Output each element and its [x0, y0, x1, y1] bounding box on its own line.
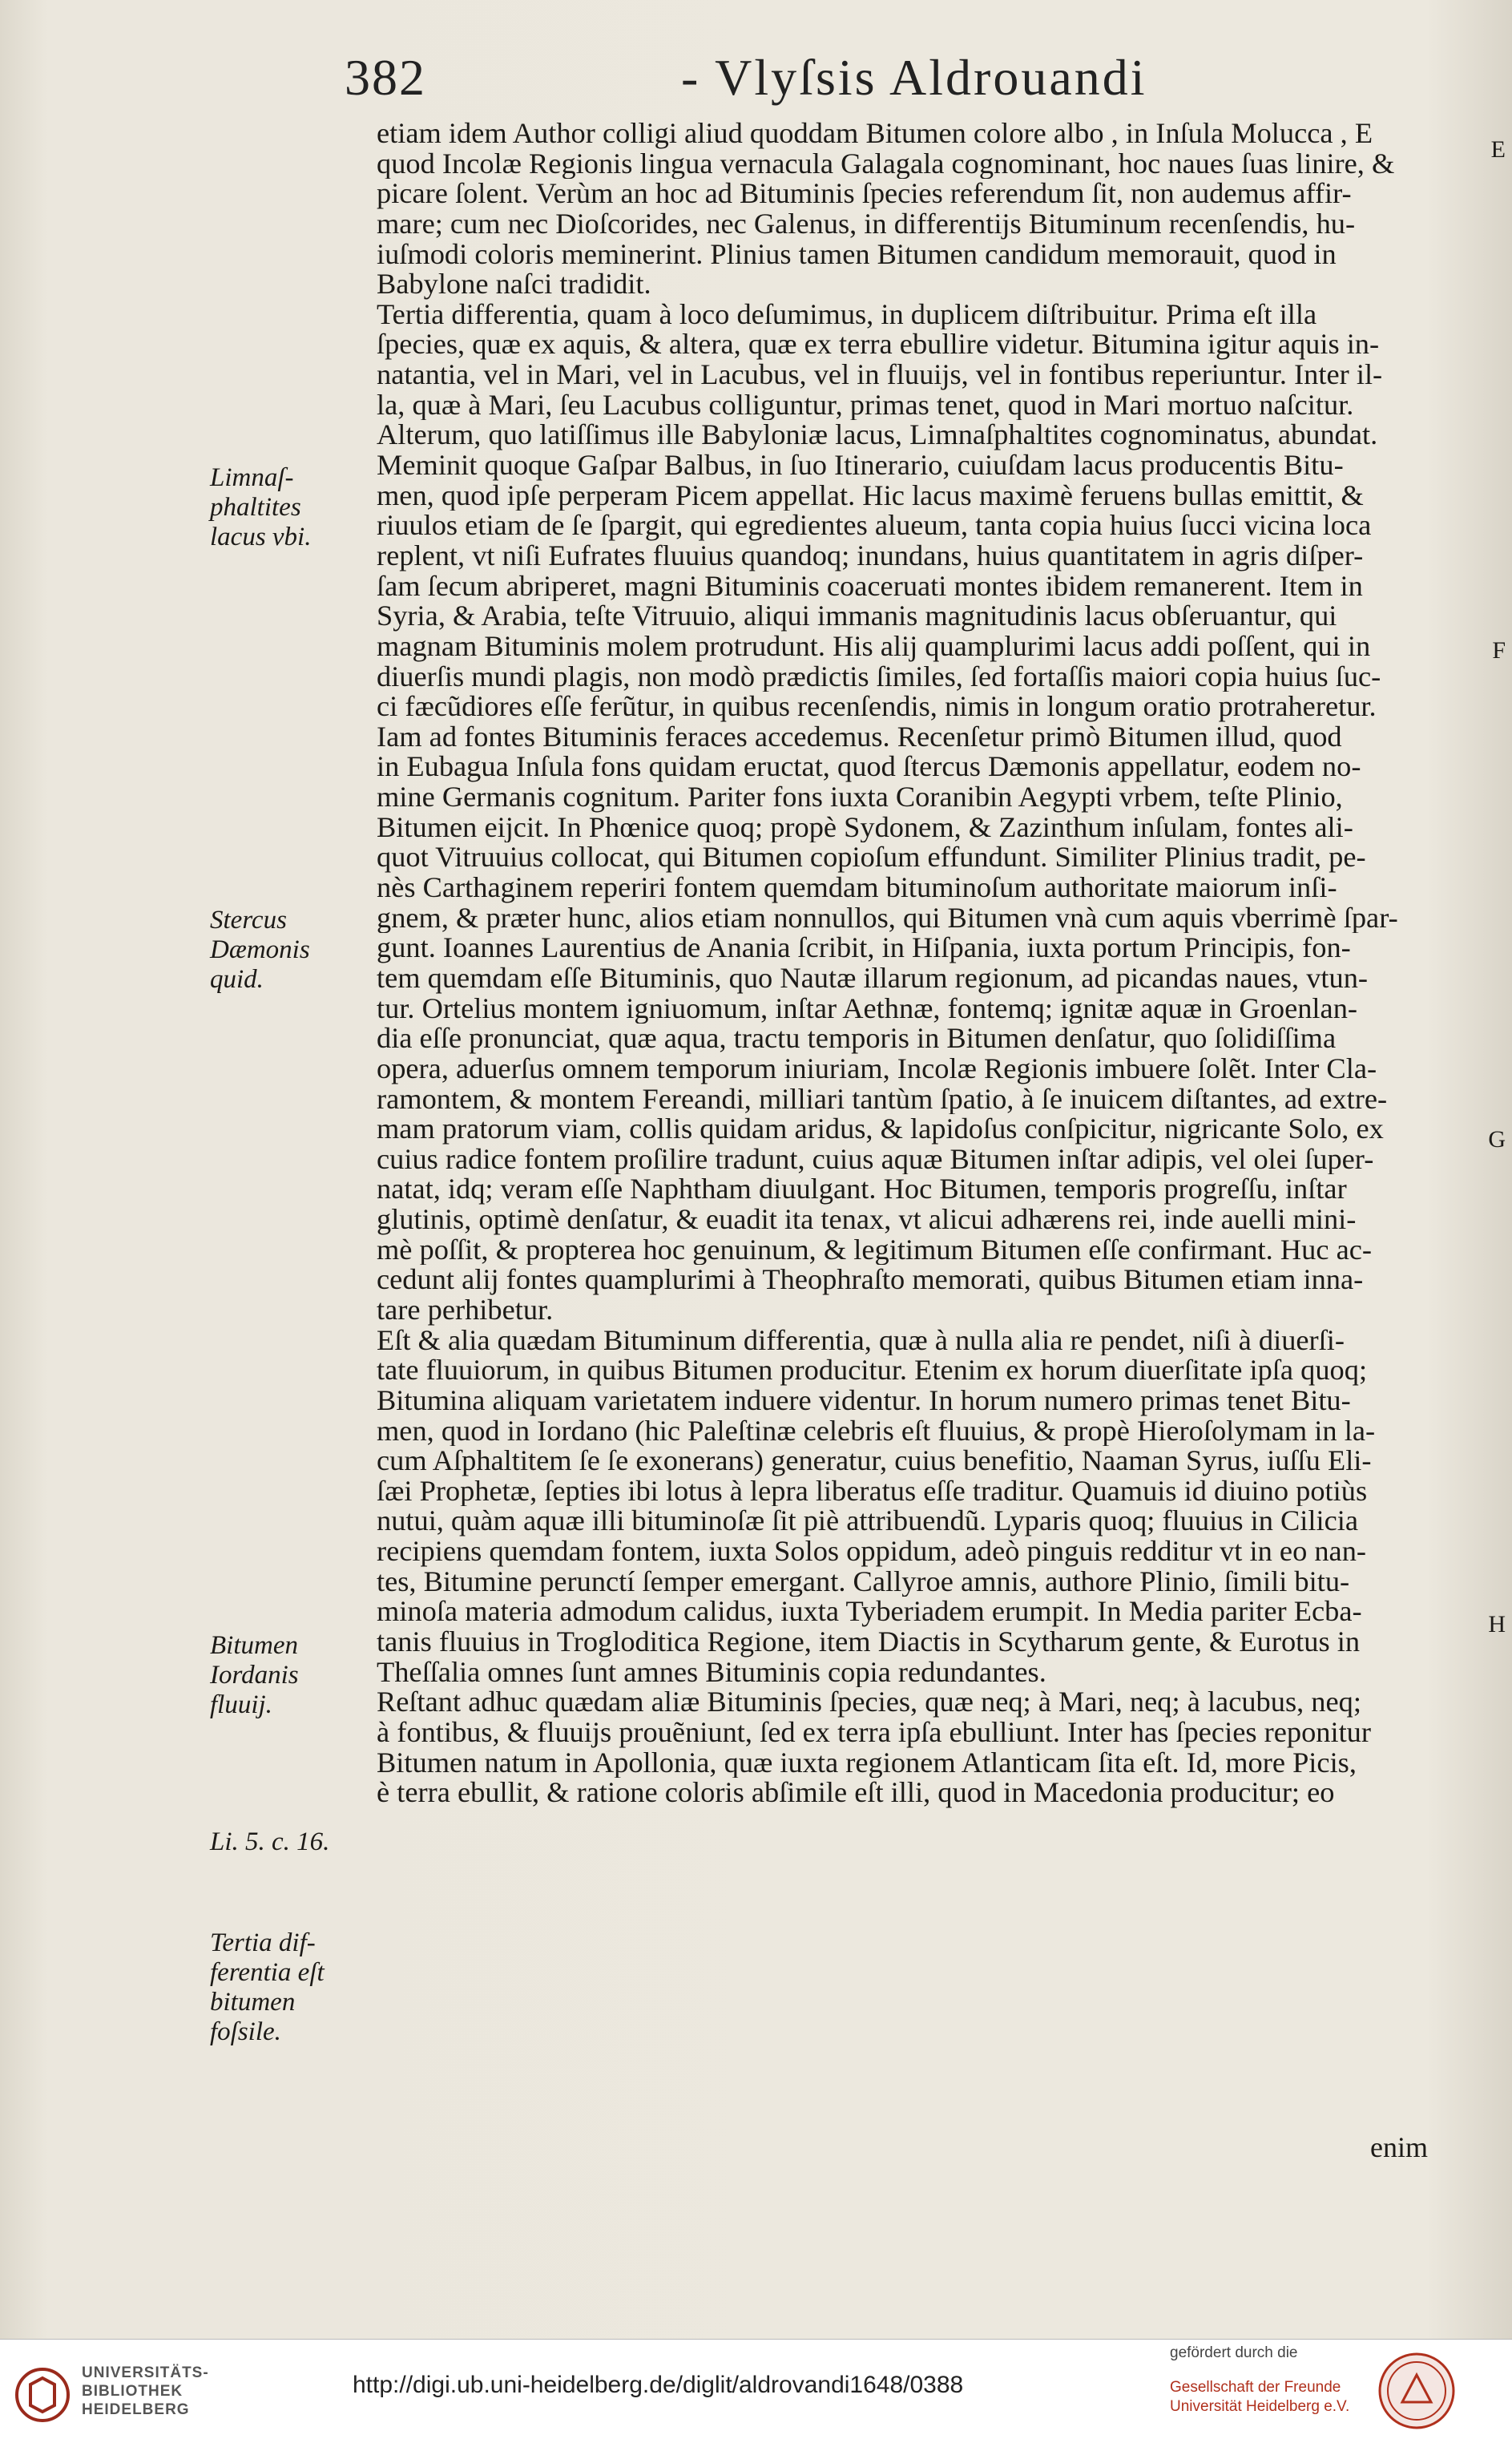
text-line: replent, vt niſi Eufrates fluuius quandoq; inundans, huius quantitatem in agris diſper-: [377, 540, 1364, 571]
text-line: glutinis, optimè denſatur, & euadit ita tenax, vt alicui adhærens rei, inde auelli mini-: [377, 1205, 1357, 1235]
text-line: è terra ebullit, & ratione coloris abſimile eſt illi, quod in Macedonia producitur; eo: [377, 1778, 1335, 1808]
text-line: Syria, & Arabia, teſte Vitruuio, aliqui immanis magnitudinis lacus obſeruantur, qui: [377, 601, 1337, 632]
text-line: quot Vitruuius collocat, qui Bitumen copioſum effundunt. Similiter Plinius tradit, pe-: [377, 842, 1366, 874]
text-line: recipiens quemdam fontem, iuxta Solos oppidum, adeò pinguis redditur vt in eo nan-: [377, 1536, 1367, 1567]
text-line: mè poſſit, & propterea hoc genuinum, & legitimum Bitumen eſſe confirmant. Huc ac-: [377, 1234, 1373, 1266]
text-line: iuſmodi coloris meminerint. Plinius tamen Bitumen candidum memorauit, quod in: [377, 239, 1337, 270]
text-line: cedunt alij fontes quamplurimi à Theophraſto memorati, quibus Bitumen etiam inna-: [377, 1265, 1364, 1295]
text-line: cuius radice fontem proſilire tradunt, cuius aquæ Bitumen inſtar adipis, vel olei ſuper-: [377, 1144, 1374, 1175]
text-line: Bitumen natum in Apollonia, quæ iuxta regionem Atlanticam ſita eſt. Id, more Picis,: [377, 1747, 1357, 1779]
text-line: Alterum, quo latiſſimus ille Babyloniæ lacus, Limnaſphaltites cognominatus, abundat.: [377, 420, 1378, 451]
text-line: cum Aſphaltitem ſe ſe exonerans) generatur, cuius benefitio, Naaman Syrus, iuſſu Eli-: [377, 1446, 1372, 1476]
text-line: ſam ſecum abriperet, magni Bituminis coaceruati montes ibidem remanerent. Item in: [377, 571, 1363, 602]
text-line: Tertia differentia, quam à loco deſumimus, in duplicem diſtribuitur. Prima eſt illa: [377, 299, 1317, 330]
section-letter-f: F: [1492, 637, 1506, 664]
margin-note-reference: Li. 5. c. 16.: [210, 1827, 330, 1856]
library-logo-icon: [14, 2367, 71, 2423]
text-line: Eſt & alia quædam Bituminum differentia, quæ à nulla alia re pendet, niſi à diuerſi-: [377, 1325, 1345, 1356]
text-line: la, quæ à Mari, ſeu Lacubus colliguntur, primas tenet, quod in Mari mortuo naſcitur.: [377, 390, 1354, 421]
text-line: men, quod in Iordano (hic Paleſtinæ celebris eſt fluuius, & propè Hieroſolymam in la-: [377, 1415, 1376, 1447]
text-line: etiam idem Author colligi aliud quoddam Bitumen colore albo , in Inſula Molucca , E: [377, 119, 1373, 149]
text-line: mine Germanis cognitum. Pariter fons iuxta Coranibin Aegypti vrbem, teſte Plinio,: [377, 782, 1343, 813]
text-line: natat, idq; veram eſſe Naphtham diuulgant. Hoc Bitumen, temporis progreſſu, inſtar: [377, 1174, 1347, 1205]
text-line: magnam Bituminis molem protrudunt. His alij quamplurimi lacus addi poſſent, qui in: [377, 631, 1371, 662]
text-line: in Eubagua Inſula fons quidam eructat, quod ſtercus Dæmonis appellatur, eodem no-: [377, 752, 1361, 783]
text-line: riuulos etiam de ſe ſpargit, qui egredientes alueum, tanta copia huius ſucci vicina loca: [377, 511, 1372, 541]
text-line: opera, aduerſus omnem temporum iniuriam, Incolæ Regionis imbuere ſolẽt. Inter Cla-: [377, 1053, 1377, 1084]
text-line: tes, Bitumine perunctí ſemper emergant. Callyroe amnis, authore Plinio, ſimili bitu-: [377, 1566, 1350, 1597]
text-line: Babylone naſci tradidit.: [377, 269, 651, 300]
document-url[interactable]: http://digi.ub.uni-heidelberg.de/diglit/aldrovandi1648/0388: [353, 2372, 964, 2398]
section-letter-g: G: [1488, 1126, 1506, 1153]
margin-note-stercus: Stercus Dæmonis quid.: [210, 906, 310, 994]
running-title: - Vlyſsis Aldrouandi: [681, 49, 1147, 106]
text-line: dia eſſe pronunciat, quæ aqua, tractu temporis in Bitumen denſatur, quo ſolidiſſima: [377, 1024, 1337, 1054]
text-line: tem quemdam eſſe Bituminis, quo Nautæ illarum regionum, ad picandas naues, vtun-: [377, 963, 1369, 994]
text-line: ramontem, & montem Fereandi, milliari tantùm ſpatio, à ſe inuicem diſtantes, ad extre-: [377, 1084, 1388, 1115]
text-line: Bitumen eijcit. In Phœnice quoq; propè Sydonem, & Zazinthum inſulam, fontes ali-: [377, 812, 1353, 843]
section-letter-h: H: [1488, 1611, 1506, 1637]
margin-note-limnasphaltites: Limnaſ- phaltites lacus vbi.: [210, 463, 312, 551]
text-line: ſpecies, quæ ex aquis, & altera, quæ ex terra ebullire videtur. Bitumina igitur aquis in-: [377, 329, 1380, 361]
text-line: picare ſolent. Verùm an hoc ad Bituminis ſpecies referendum ſit, non audemus affir-: [377, 179, 1352, 209]
text-line: natantia, vel in Mari, vel in Lacubus, vel in fluuijs, vel in fontibus reperiuntur. Inter il-: [377, 360, 1383, 390]
margin-note-tertia: Tertia dif- ferentia eſt bitumen foſsile.: [210, 1928, 325, 2046]
text-line: ci fæcũdiores eſſe ferũtur, in quibus recenſendis, nimis in longum oratio protraheretur.: [377, 692, 1377, 722]
page-number: 382: [345, 49, 426, 106]
text-line: gunt. Ioannes Laurentius de Anania ſcribit, in Hiſpania, iuxta portum Principis, fon-: [377, 933, 1351, 963]
university-seal-icon: [1377, 2351, 1457, 2431]
text-line: minoſa materia admodum calidus, iuxta Tyberiadem erumpit. In Media pariter Ecba-: [377, 1597, 1362, 1628]
section-letter-e: E: [1490, 136, 1506, 163]
text-line: tanis fluuius in Trogloditica Regione, item Diactis in Scytharum gente, & Eurotus in: [377, 1627, 1361, 1658]
text-line: mare; cum nec Dioſcorides, nec Galenus, in differentijs Bituminum recenſendis, hu-: [377, 208, 1356, 240]
text-line: gnem, & præter hunc, alios etiam nonnullos, qui Bitumen vnà cum aquis vberrimè ſpar-: [377, 902, 1398, 934]
text-line: Meminit quoque Gaſpar Balbus, in ſuo Itinerario, cuiuſdam lacus producentis Bitu-: [377, 450, 1344, 481]
text-line: nutui, quàm aquæ illi bituminoſæ ſit piè attribuendũ. Lyparis quoq; fluuius in Cilicia: [377, 1506, 1359, 1537]
viewer-footer: [0, 2339, 1512, 2443]
sponsor-label: gefördert durch die: [1170, 2344, 1298, 2361]
text-line: tur. Ortelius montem igniuomum, inſtar Aethnæ, fontemq; ignitæ aquæ in Groenlan-: [377, 993, 1358, 1024]
text-line: quod Incolæ Regionis lingua vernacula Galagala cognominant, hoc naues ſuas linire, &: [377, 148, 1395, 180]
text-line: tate fluuiorum, in quibus Bitumen producitur. Etenim ex horum diuerſitate ipſa quoq;: [377, 1355, 1368, 1386]
text-line: à fontibus, & fluuijs prouẽniunt, ſed ex terra ipſa ebulliunt. Inter has ſpecies reponitur: [377, 1717, 1371, 1748]
text-line: diuerſis mundi plagis, non modò prædictis ſimiles, ſed fortaſſis maiori copia huius ſuc-: [377, 661, 1381, 693]
text-line: tare perhibetur.: [377, 1294, 554, 1326]
text-line: ſæi Prophetæ, ſepties ibi lotus à lepra liberatus eſſe traditur. Quamuis id diuino potiùs: [377, 1476, 1368, 1507]
text-line: mam pratorum viam, collis quidam aridus, & lapidoſus conſpicitur, nigricante Solo, ex: [377, 1114, 1384, 1145]
margin-note-iordanis: Bitumen Iordanis fluuij.: [210, 1631, 299, 1719]
body-text: [377, 119, 1498, 1808]
sponsor-name[interactable]: Gesellschaft der Freunde Universität Heidelberg e.V.: [1170, 2379, 1350, 2415]
text-line: Theſſalia omnes ſunt amnes Bituminis copia redundantes.: [377, 1657, 1046, 1688]
page-header: [345, 40, 1482, 112]
catchword: enim: [1370, 2131, 1428, 2163]
text-line: Iam ad fontes Bituminis feraces accedemus. Recenſetur primò Bitumen illud, quod: [377, 721, 1342, 753]
text-line: Reſtant adhuc quædam aliæ Bituminis ſpecies, quæ neq; à Mari, neq; à lacubus, neq;: [377, 1687, 1361, 1718]
library-name: UNIVERSITÄTS- BIBLIOTHEK HEIDELBERG: [82, 2364, 209, 2418]
text-line: nès Carthaginem reperiri fontem quemdam bituminoſum authoritate maiorum inſi-: [377, 873, 1337, 903]
text-line: Bitumina aliquam varietatem induere videntur. In horum numero primas tenet Bitu-: [377, 1385, 1351, 1416]
text-line: men, quod ipſe perperam Picem appellat. Hic lacus maximè feruens bullas emittit, &: [377, 480, 1364, 511]
